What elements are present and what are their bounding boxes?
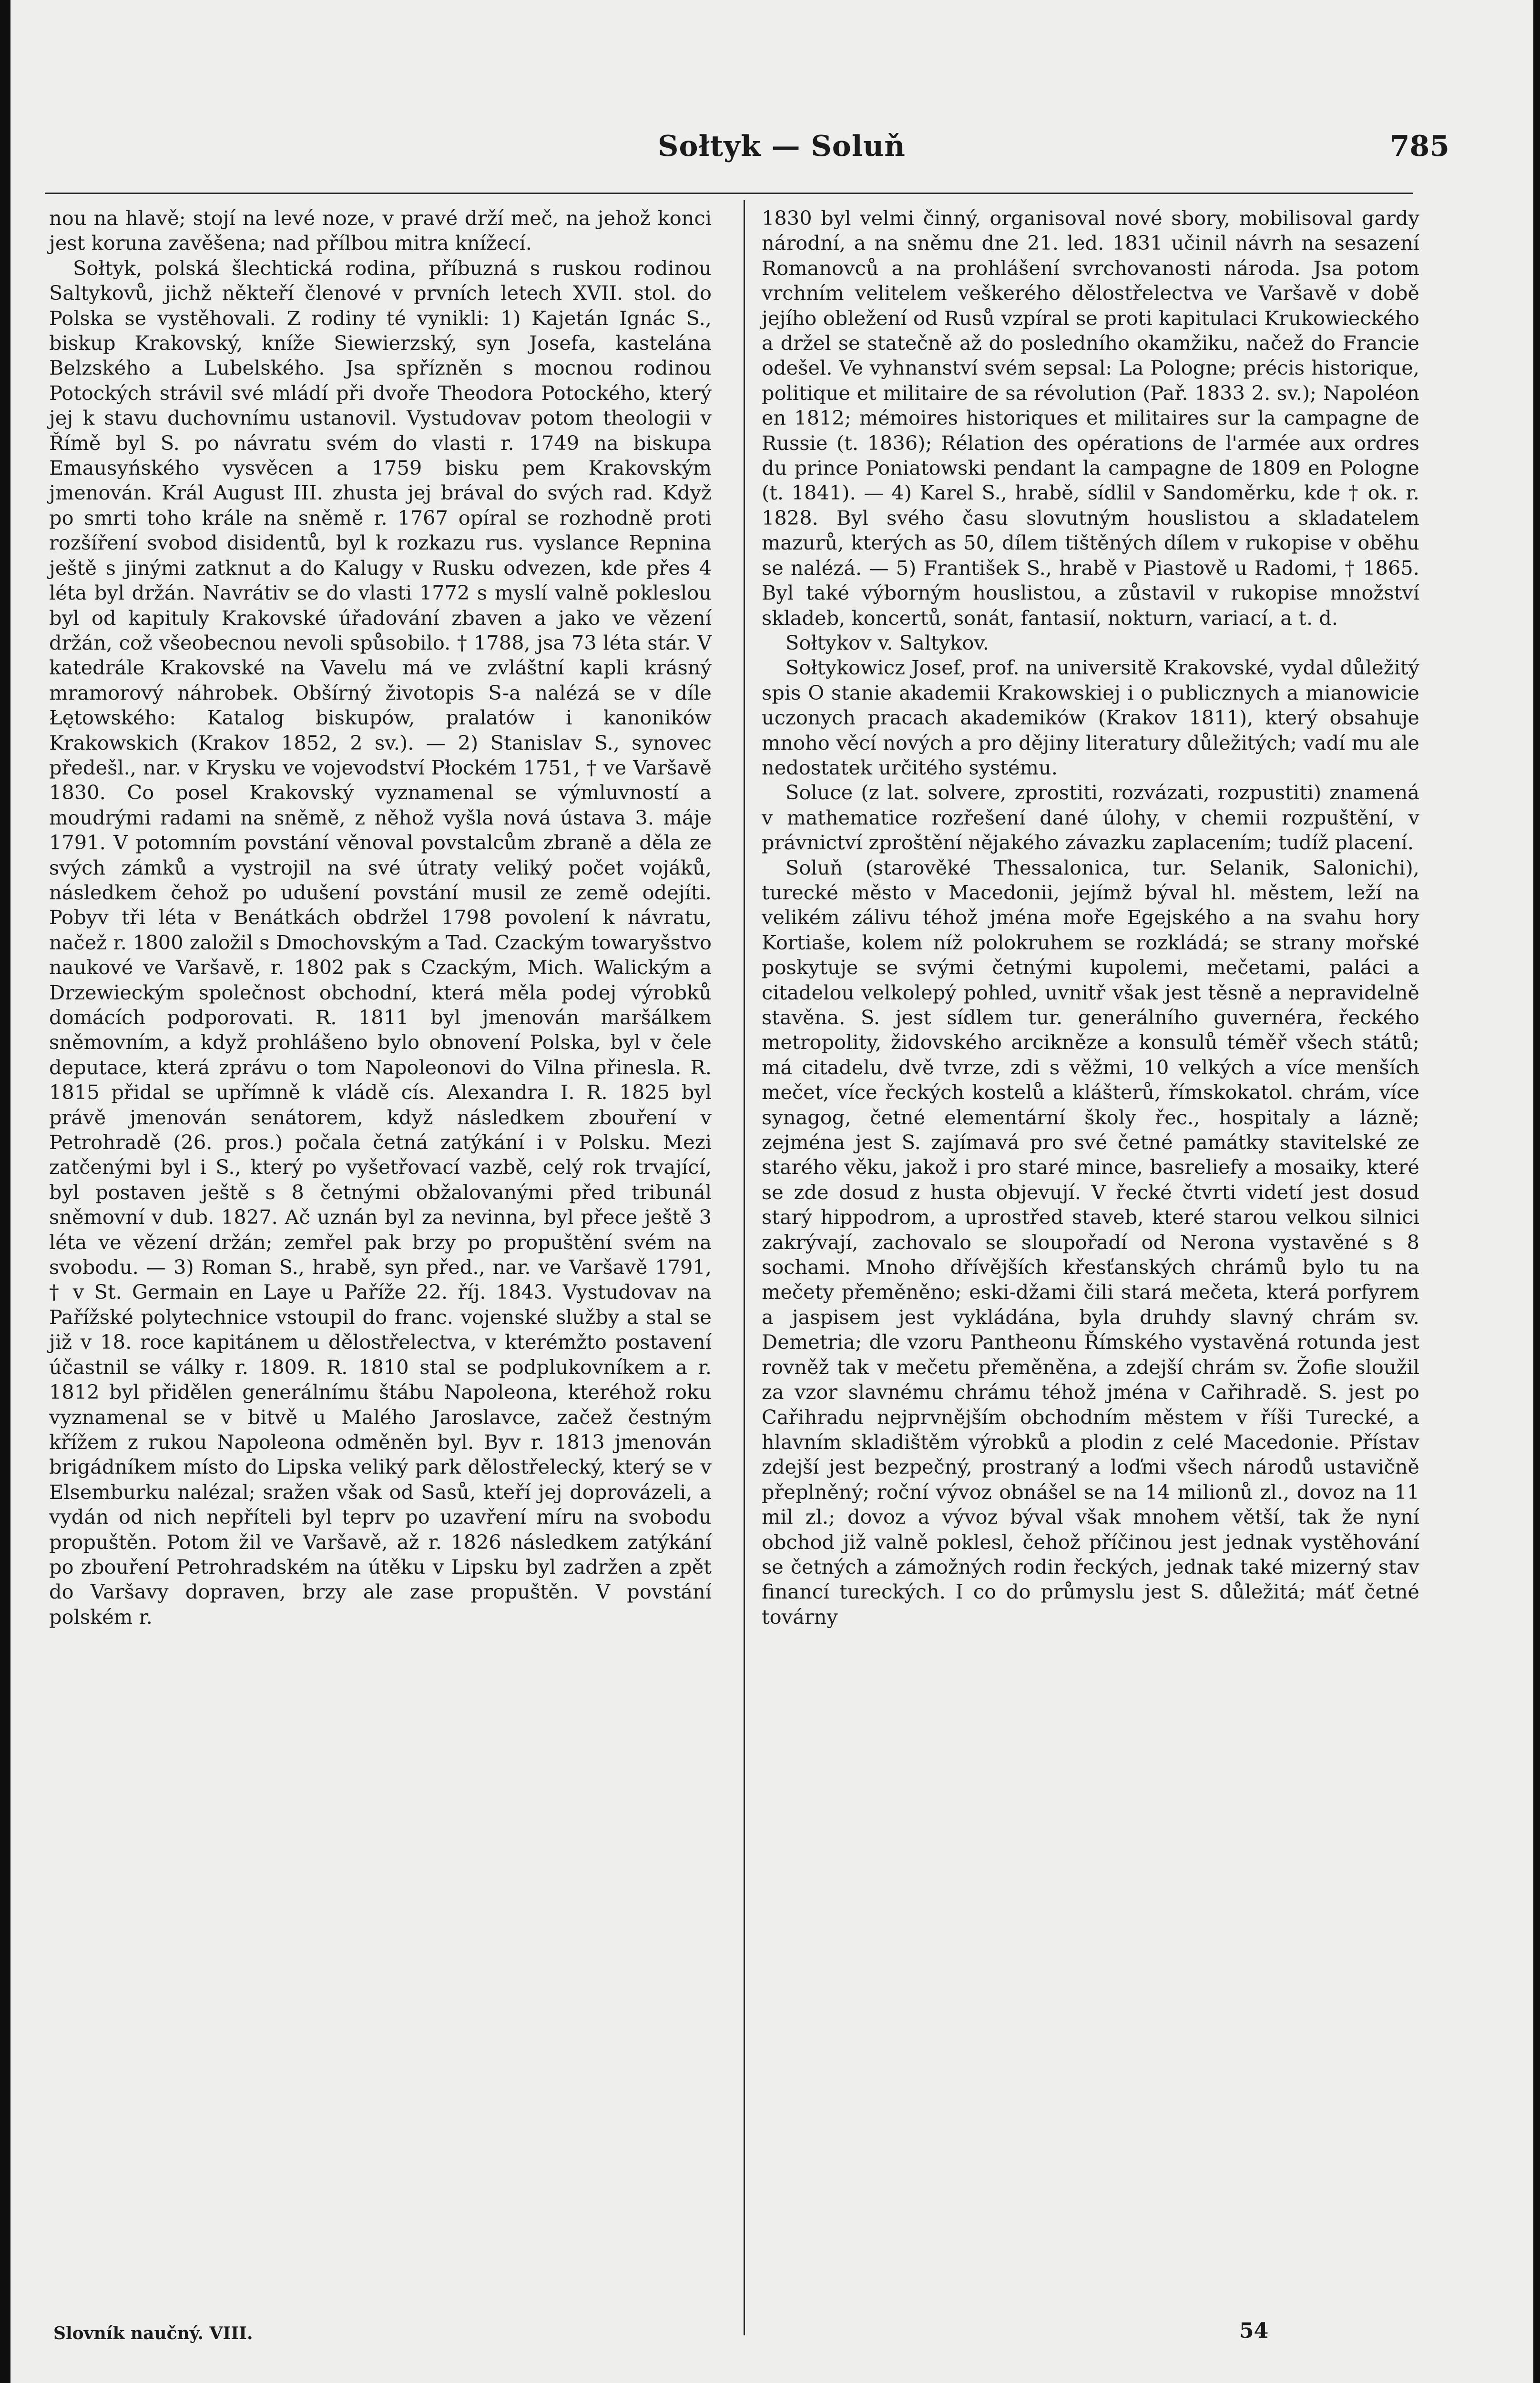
running-head: Sołtyk — Soluň <box>658 130 906 163</box>
header-rule <box>45 193 1413 194</box>
entry-soltyk: Sołtyk, polská šlechtická rodina, příbuzná s ruskou rodinou Saltykovů, jichž někteří členové v prvních letech XVII. stol. do Polska se vystěhovali. Z rodiny té vynikli: 1) Kajetán Ignác S., biskup Krakovský, kníže Siewierzský, syn Josefa, kastelána Belzského a Lubelského. Jsa spřízněn s mocnou rodinou Potockých strávil své mládí při dvoře Theodora Potockého, který jej k stavu duchovnímu ustanovil. Vystudovav potom theologii v Římě byl S. po návratu svém do vlasti r. 1749 na biskupa Emausyńského vysvěcen a 1759 bisku pem Krakovským jmenován. Král August III. zhusta jej brával do svých rad. Když po smrti toho krále na sněmě r. 1767 opíral se rozhodně proti rozšíření svobod disidentů, byl k rozkazu rus. vyslance Repnina ještě s jinými zatknut a do Kalugy v Rusku odvezen, kde přes 4 léta byl držán. Navrátiv se do vlasti 1772 s myslí valně pokleslou byl od kapituly Krakovské úřadování zbaven a jako ve vězení držán, což všeobecnou nevoli spůsobilo. † 1788, jsa 73 léta stár. V katedrále Krakovské na Vavelu má ve zvláštní kapli krásný mramorový náhrobek. Obšírný životopis S-a nalézá se v díle Łętowského: Katalog biskupów, pralatów i kanoników Krakowskich (Krakov 1852, 2 sv.). — 2) Stanislav S., synovec předešl., nar. v Krysku ve vojevodství Płockém 1751, † ve Varšavě 1830. Co posel Krakovský vyznamenal se výmluvností a moudrými radami na sněmě, z něhož vyšla nová ústava 3. máje 1791. V potomním povstání věnoval povstalcům zbraně a děla ze svých zámků a vystrojil na své útraty veliký počet vojáků, následkem čehož po udušení povstání musil ze země odejíti. Pobyv tři léta v Benátkách obdržel 1798 povolení k návratu, načež r. 1800 založil s Dmochovským a Tad. Czackým towaryšstvo naukové ve Varšavě, r. 1802 pak s Czackým, Mich. Walickým a Drzewieckým společnost obchodní, která měla podej výrobků domácích podporovati. R. 1811 byl jmenován maršálkem sněmovním, a když prohlášeno bylo obnovení Polska, byl v čele deputace, která zprávu o tom Napoleonovi do Vilna přinesla. R. 1815 přidal se upřímně k vládě cís. Alexandra I. R. 1825 byl právě jmenován senátorem, když následkem zbouření v Petrohradě (26. pros.) počala četná zatýkání i v Polsku. Mezi zatčenými byl i S., který po vyšetřovací vazbě, celý rok trvající, byl postaven ještě s 8 četnými obžalovanými před tribunál sněmovní v dub. 1827. Ač uznán byl za nevinna, byl přece ještě 3 léta ve vězení držán; zemřel pak brzy po propuštění svém na svobodu. — 3) Roman S., hrabě, syn před., nar. ve Varšavě 1791, † v St. Germain en Laye u Paříže 22. říj. 1843. Vystudovav na Pařížské polytechnice vstoupil do franc. vojenské služby a stal se již v 18. roce kapitánem u dělostřelectva, v kterémžto postavení účastnil se války r. 1809. R. 1810 stal se podplukovníkem a r. 1812 byl přidělen generálnímu štábu Napoleona, kteréhož roku vyznamenal se v bitvě u Malého Jaroslavce, začež čestným křížem z rukou Napoleona odměněn byl. Byv r. 1813 jmenován brigádníkem místo do Lipska veliký park dělostřelecký, který se v Elsemburku nalézal; sražen však od Sasů, kteří jej doprovázeli, a vydán od nich nepříteli byl teprv po uzavření míru na svobodu propuštěn. Potom žil ve Varšavě, až r. 1826 následkem zatýkání po zbouření Petrohradském na útěku v Lipsku byl zadržen a zpět do Varšavy dopraven, brzy ale zase propuštěn. V povstání polském r. <box>49 256 712 1629</box>
entry-soluce: Soluce (z lat. solvere, zprostiti, rozvázati, rozpustiti) znamená v mathematice rozřešení dané úlohy, v chemii rozpuštění, v právnictví zproštění nějakého závazku zaplacením; tudíž placení. <box>762 781 1419 855</box>
page-number: 785 <box>1389 130 1449 163</box>
scan-edge-left <box>0 0 10 2383</box>
entry-soltykowicz: Sołtykowicz Josef, prof. na universitě Krakovské, vydal důležitý spis O stanie akademii Krakowskiej i o publicznych a mianowicie uczonych pracach akademików (Krakov 1811), který obsahuje mnoho věcí nových a pro dějiny literatury důležitých; vadí mu ale nedostatek určitého systému. <box>762 656 1419 779</box>
entry-solun: Soluň (starověké Thessalonica, tur. Selanik, Salonichi), turecké město v Macedonii, jejímž býval hl. městem, leží na velikém zálivu téhož jména moře Egejského a na svahu hory Kortiaše, kolem níž polokruhem se rozkládá; se strany mořské poskytuje se svými četnými kupolemi, mečetami, paláci a citadelou velkolepý pohled, uvnitř však jest těsně a nepravidelně stavěna. S. jest sídlem tur. generálního guvernéra, řeckého metropolity, židovského arcikněze a konsulů téměř všech států; má citadelu, dvě tvrze, zdi s věžmi, 10 velkých a více menších mečet, více řeckých kostelů a klášterů, římskokatol. chrám, více synagog, četné elementární školy řec., hospitaly a lázně; zejména jest S. zajímavá pro své četné památky stavitelské ze starého věku, jakož i pro staré mince, basreliefy a mosaiky, které se zde dosud z husta objevují. V řecké čtvrti videtí jest dosud starý hippodrom, a uprostřed staveb, které starou velkou silnici zakrývají, zachovalo se sloupořadí od Nerona vystavěné s 8 sochami. Mnoho dřívějších křesťanských chrámů bylo tu na mečety přeměněno; eski-džami čili stará mečeta, která porfyrem a jaspisem jest vykládána, byla druhdy slavný chrám sv. Demetria; dle vzoru Pantheonu Římského vystavěná rotunda jest rovněž tak v mečetu přeměněna, a zdejší chrám sv. Žofie sloužil za vzor slavnému chrámu téhož jména v Cařihradě. S. jest po Cařihradu nejprvnějším obchodním městem v říši Turecké, a hlavním skladištěm výrobků a plodin z celé Macedonie. Přístav zdejší jest bezpečný, prostraný a loďmi všech národů ustavičně přeplněný; roční vývoz obnášel se na 14 milionů zl., dovoz na 11 mil zl.; dovoz a vývoz býval však mnohem větší, tak že nyní obchod již valně poklesl, čehož příčinou jest jednak vystěhování se četných a zámožných rodin řeckých, jednak také mizerný stav financí tureckých. I co do průmyslu jest S. důležitá; máť četné továrny <box>762 855 1419 1629</box>
column-divider <box>744 200 745 2335</box>
left-column <box>49 206 712 1629</box>
entry-soltykov: Sołtykov v. Saltykov. <box>785 631 989 654</box>
volume-footer: Slovník naučný. VIII. <box>53 2323 253 2343</box>
signature-mark: 54 <box>1239 2319 1269 2343</box>
scan-edge-right <box>1533 0 1540 2383</box>
entry-continuation: nou na hlavě; stojí na levé noze, v pravé drží meč, na jehož konci jest koruna zavěšena; nad přílbou mitra knížecí. <box>49 206 712 255</box>
entry-soltyk-continued: 1830 byl velmi činný, organisoval nové sbory, mobilisoval gardy národní, a na sněmu dne 21. led. 1831 učinil návrh na sesazení Romanovců a na prohlášení svrchovanosti národa. Jsa potom vrchním velitelem veškerého dělostřelectva ve Varšavě v době jejího obležení od Rusů vzpíral se proti kapitulaci Krukowieckého a držel se statečně až do posledního okamžiku, načež do Francie odešel. Ve vyhnanství svém sepsal: La Pologne; précis historique, politique et militaire de sa révolution (Pař. 1833 2. sv.); Napoléon en 1812; mémoires historiques et militaires sur la campagne de Russie (t. 1836); Rélation des opérations de l'armée aux ordres du prince Poniatowski pendant la campagne de 1809 en Pologne (t. 1841). — 4) Karel S., hrabě, sídlil v Sandoměrku, kde † ok. r. 1828. Byl svého času slovutným houslistou a skladatelem mazurů, kterých as 50, dílem tištěných dílem v rukopise v oběhu se nalézá. — 5) František S., hrabě v Piastově u Radomi, † 1865. Byl také výborným houslistou, a zůstavil v rukopise množství skladeb, koncertů, sonát, fantasií, nokturn, variací, a t. d. <box>762 206 1419 630</box>
page-header <box>0 130 1540 182</box>
right-column <box>762 206 1419 1629</box>
